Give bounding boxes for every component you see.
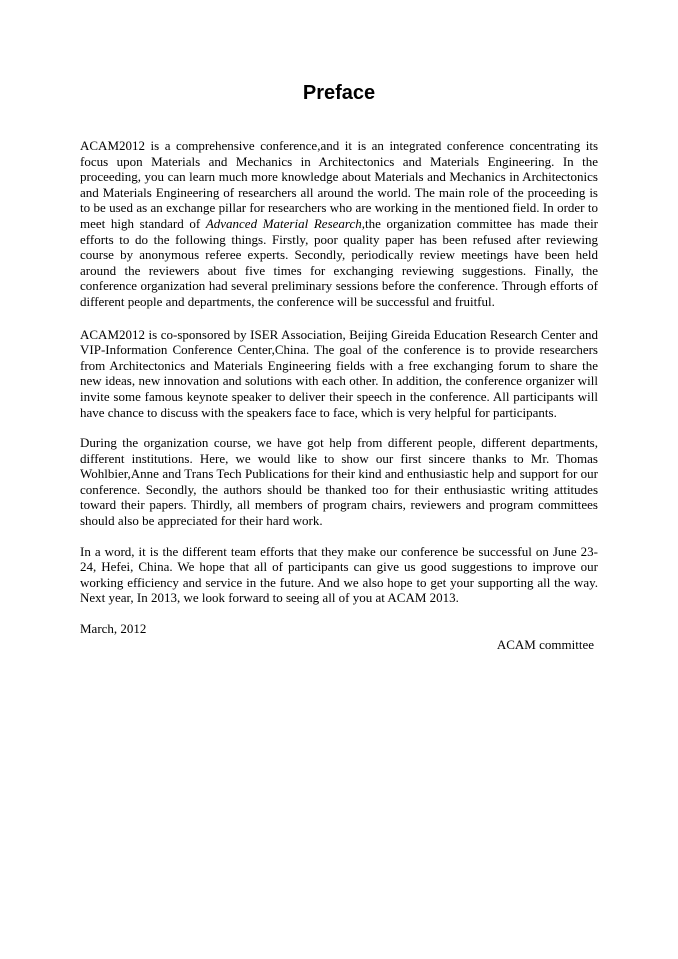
journal-title-italic: Advanced Material Research, (205, 215, 365, 231)
document-date: March, 2012 (80, 621, 147, 637)
paragraph-intro (80, 138, 598, 310)
paragraph-acknowledgements: During the organization course, we have got help from different people, different departments, different institutions. Here, we would like to show our first sincere thanks to Mr. Thomas Wohlbier,Anne and Trans Tech Publications for their kind and enthusiastic help and support for our conference. Secondly, the authors should be thanked too for their enthusiastic writing attitudes toward their papers. Thirdly, all members of program chairs, reviewers and program committees should also be appreciated for their hard work. (80, 435, 598, 529)
paragraph-intro-text-1: ACAM2012 is a comprehensive conference,and it is an integrated conference concentrating its focus upon Materials and Mechanics in Architectonics and Materials Engineering. In the proceeding, you can learn much more knowledge about Materials and Mechanics in Architectonics and Materials Engineering of researchers all around the world. The main role of the proceeding is to be used as an exchange pillar for researchers who are working in the mentioned field. In order to meet high standard of (80, 138, 598, 231)
paragraph-closing: In a word, it is the different team efforts that they make our conference be successful on June 23-24, Hefei, China. We hope that all of participants can give us good suggestions to improve our working efficiency and service in the future. And we also hope to get your supporting all the way. Next year, In 2013, we look forward to seeing all of you at ACAM 2013. (80, 543, 598, 606)
preface-body (80, 138, 598, 652)
signature: ACAM committee (496, 636, 594, 652)
paragraph-sponsors: ACAM2012 is co-sponsored by ISER Association, Beijing Gireida Education Research Center and VIP-Information Conference Center,China. The goal of the conference is to provide researchers from Architectonics and Materials Engineering fields with a free exchanging forum to share the new ideas, new innovation and solutions with each other. In addition, the conference organizer will invite some famous keynote speaker to deliver their speech in the conference. All participants will have chance to discuss with the speakers face to face, which is very helpful for participants. (80, 326, 598, 420)
page-title: Preface (302, 82, 376, 104)
paragraph-intro-text-2: the organization committee has made their efforts to do the following things. Firstly, poor quality paper has been refused after reviewing course by anonymous referee experts. Secondly, periodically review meetings have been held around the reviewers about five times for exchanging reviewing suggestions. Finally, the conference organization had several preliminary sessions before the conference. Through efforts of different people and departments, the conference will be successful and fruitful. (80, 215, 599, 309)
